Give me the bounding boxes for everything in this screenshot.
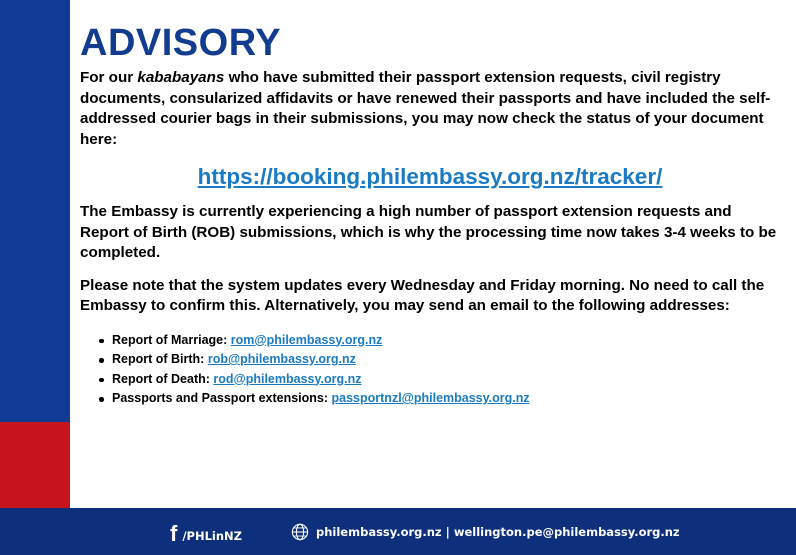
website-and-email: philembassy.org.nz | wellington.pe@philembassy.org.nz (316, 525, 680, 539)
advisory-content (80, 20, 780, 409)
contact-label: Report of Birth: (112, 352, 208, 366)
contact-label: Report of Marriage: (112, 332, 231, 347)
contact-label: Report of Death: (112, 371, 214, 386)
facebook-link[interactable] (170, 522, 242, 546)
website-contact[interactable] (291, 523, 680, 541)
left-red-bar (0, 422, 70, 508)
contact-email-link[interactable]: passportnzl@philembassy.org.nz (331, 391, 530, 405)
contact-item-marriage (96, 331, 780, 351)
intro-emphasis: kababayans (137, 69, 225, 86)
contact-email-link[interactable]: rob@philembassy.org.nz (207, 352, 356, 366)
contact-item-death (96, 370, 780, 390)
system-update-paragraph: Please note that the system updates every Wednesday and Friday morning. No need to call the Embassy to confirm this. Alternatively, you may send an email to the following addresses: (80, 276, 765, 314)
facebook-handle: /PHLinNZ (182, 529, 243, 543)
processing-time-paragraph: The Embassy is currently experiencing a high number of passport extension requests and Report of Birth (ROB) submissions, which is why the processing time now takes 3-4 weeks to be completed. (80, 203, 777, 261)
footer-bar (0, 508, 796, 555)
globe-icon (291, 523, 309, 541)
contact-label: Passports and Passport extensions: (112, 391, 332, 405)
contact-email-link[interactable]: rom@philembassy.org.nz (230, 332, 383, 347)
tracker-link[interactable]: https://booking.philembassy.org.nz/tracker/ (197, 164, 663, 189)
intro-text-start: For our (80, 69, 138, 86)
intro-text-end: who have submitted their passport extension requests, civil registry documents, consularized affidavits or have renewed their passports and have included the self-addressed courier bags in their submissions, you may now check the status of your document here: (80, 69, 771, 148)
contact-item-passports (96, 389, 780, 409)
advisory-title: ADVISORY (80, 22, 282, 64)
contact-email-link[interactable]: rod@philembassy.org.nz (213, 371, 362, 386)
tracker-link-container (80, 164, 780, 190)
contact-list (80, 331, 780, 409)
contact-item-birth (96, 350, 780, 370)
intro-paragraph (80, 68, 780, 150)
facebook-icon: f (170, 521, 178, 546)
left-blue-bar (0, 0, 70, 422)
